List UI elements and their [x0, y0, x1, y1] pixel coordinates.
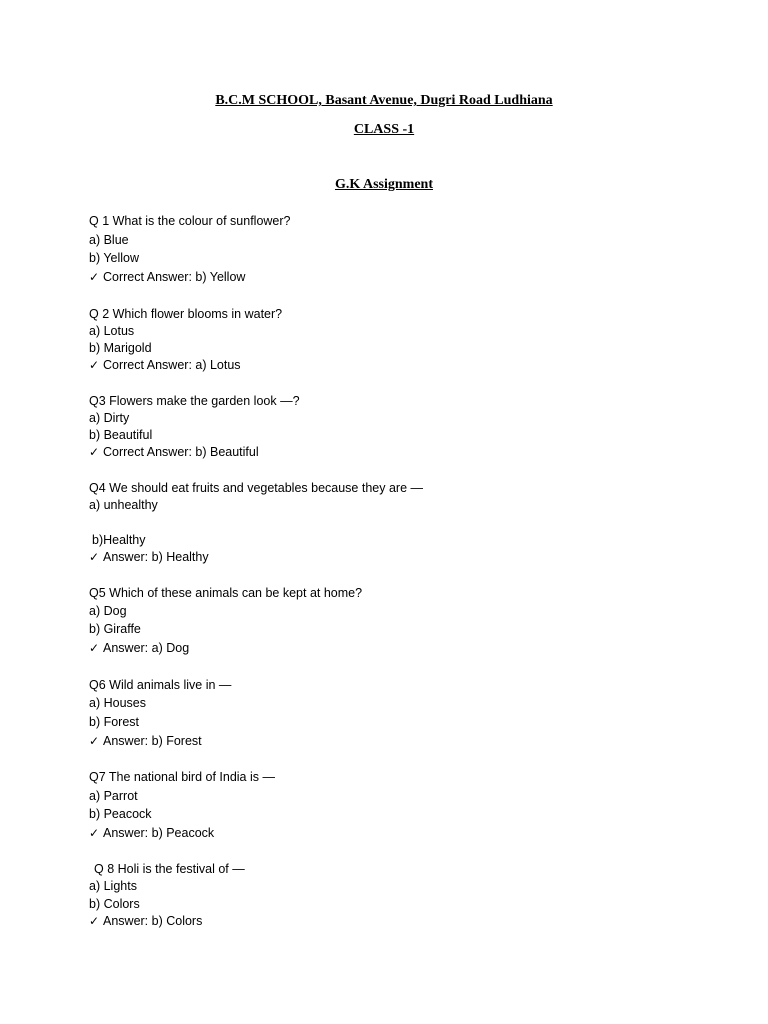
check-mark-icon: ✓ — [89, 734, 100, 748]
question-3-option-a: a) Dirty — [89, 411, 130, 425]
question-6-option-b: b) Forest — [89, 715, 140, 729]
check-mark-icon: ✓ — [89, 826, 100, 840]
question-1: Q 1 What is the colour of sunflower? — [89, 214, 291, 228]
check-mark-icon: ✓ — [89, 445, 100, 459]
question-7: Q7 The national bird of India is — — [89, 770, 275, 784]
question-1-option-b: b) Yellow — [89, 251, 140, 265]
question-5-answer — [89, 641, 189, 655]
question-5-option-b: b) Giraffe — [89, 622, 141, 636]
question-8-option-a: a) Lights — [89, 879, 137, 893]
question-1-answer — [89, 270, 245, 284]
question-4-option-a: a) unhealthy — [89, 498, 158, 512]
question-3-answer — [89, 445, 259, 459]
question-2: Q 2 Which flower blooms in water? — [89, 307, 283, 321]
question-4: Q4 We should eat fruits and vegetables because they are — — [89, 481, 423, 495]
question-4-answer — [89, 550, 209, 564]
check-mark-icon: ✓ — [89, 270, 100, 284]
question-8-answer — [89, 914, 202, 928]
question-6: Q6 Wild animals live in — — [89, 678, 232, 692]
question-2-option-b: b) Marigold — [89, 341, 152, 355]
question-5-answer-text: Answer: a) Dog — [103, 641, 190, 655]
question-6-option-a: a) Houses — [89, 696, 146, 710]
question-5-option-a: a) Dog — [89, 604, 127, 618]
question-3: Q3 Flowers make the garden look —? — [89, 394, 300, 408]
assignment-title: G.K Assignment — [334, 177, 433, 192]
question-8-option-b: b) Colors — [89, 897, 140, 911]
question-7-answer-text: Answer: b) Peacock — [103, 826, 215, 840]
question-7-option-a: a) Parrot — [89, 789, 138, 803]
question-7-option-b: b) Peacock — [89, 807, 152, 821]
question-1-option-a: a) Blue — [89, 233, 129, 247]
question-7-answer — [89, 826, 214, 840]
class-title: CLASS -1 — [353, 122, 415, 137]
question-5: Q5 Which of these animals can be kept at home? — [89, 586, 363, 600]
question-6-answer-text: Answer: b) Forest — [103, 734, 202, 748]
question-4-answer-text: Answer: b) Healthy — [103, 550, 209, 564]
check-mark-icon: ✓ — [89, 550, 100, 564]
question-2-option-a: a) Lotus — [89, 324, 135, 338]
check-mark-icon: ✓ — [89, 914, 100, 928]
question-8-answer-text: Answer: b) Colors — [103, 914, 203, 928]
question-6-answer — [89, 734, 202, 748]
question-1-answer-text: Correct Answer: b) Yellow — [103, 270, 246, 284]
question-3-option-b: b) Beautiful — [89, 428, 153, 442]
question-8: Q 8 Holi is the festival of — — [94, 862, 245, 876]
question-2-answer — [89, 358, 241, 372]
question-2-answer-text: Correct Answer: a) Lotus — [103, 358, 241, 372]
question-3-answer-text: Correct Answer: b) Beautiful — [103, 445, 259, 459]
check-mark-icon: ✓ — [89, 641, 100, 655]
school-title: B.C.M SCHOOL, Basant Avenue, Dugri Road Ludhiana — [215, 93, 553, 108]
check-mark-icon: ✓ — [89, 358, 100, 372]
question-4-option-b: b)Healthy — [92, 533, 146, 547]
